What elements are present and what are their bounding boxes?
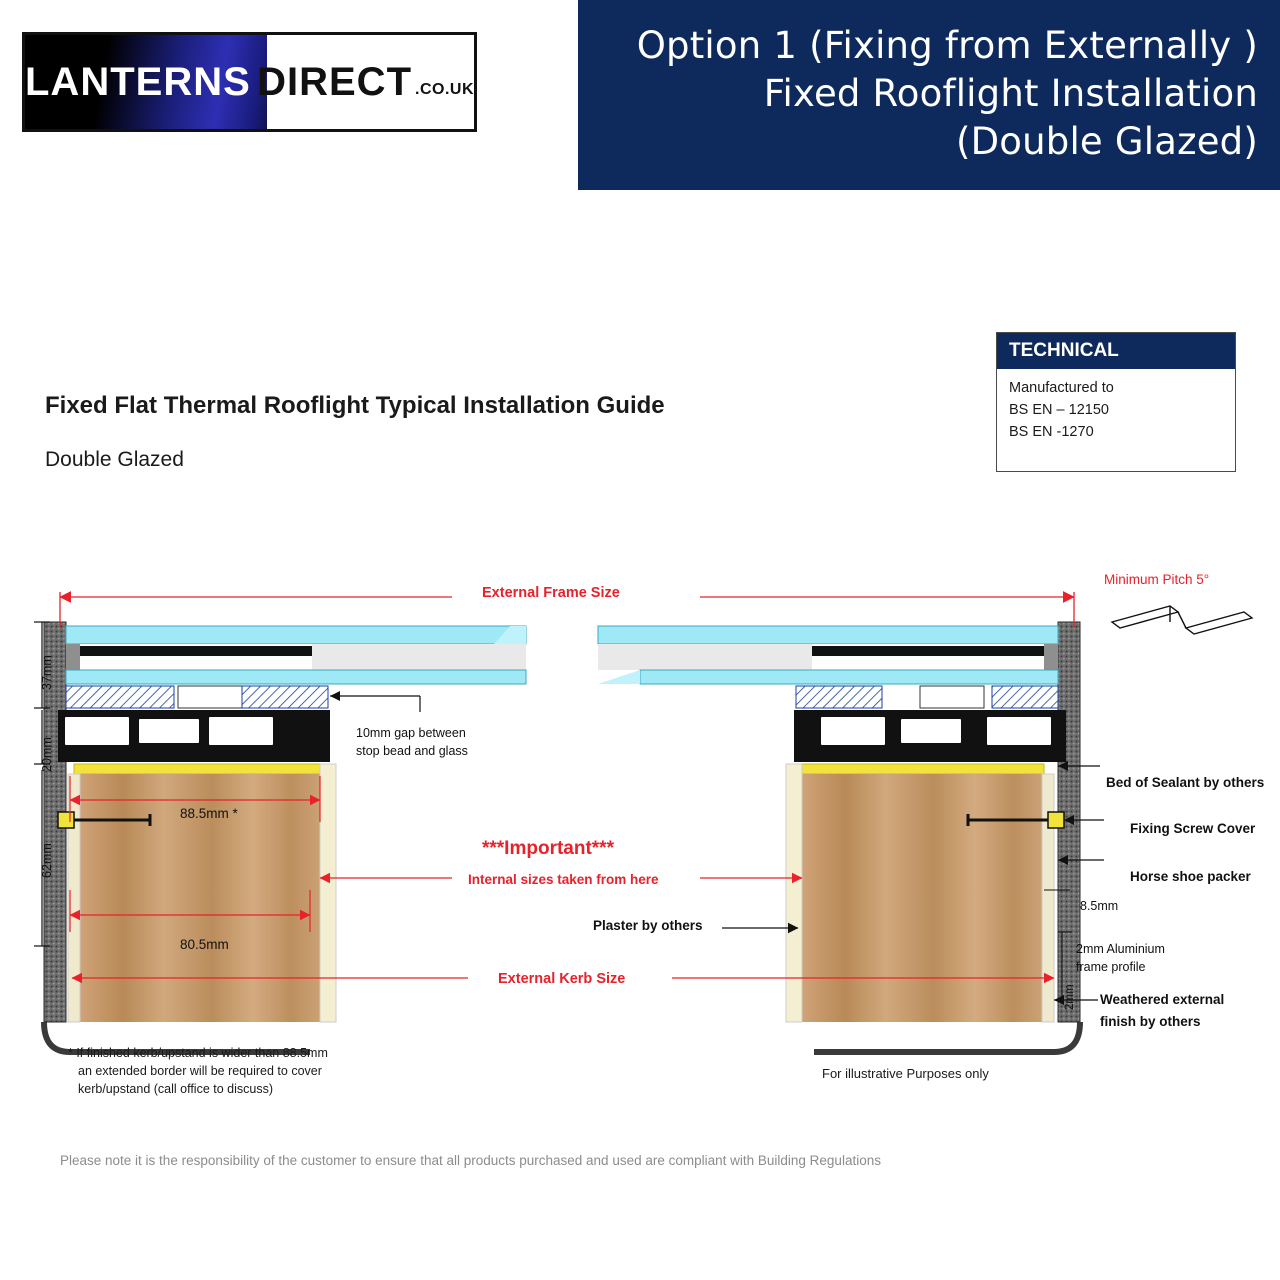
dimension-20mm: 20mm [40,737,54,772]
page-title: Fixed Flat Thermal Rooflight Typical Installation Guide [45,392,665,419]
label-fixing-screw-cover: Fixing Screw Cover [1130,821,1256,836]
logo-suffix: .CO.UK [415,81,474,98]
footnote-star-line-3: kerb/upstand (call office to discuss) [78,1082,274,1096]
dimension-37mm: 37mm [40,655,54,690]
label-bed-of-sealant: Bed of Sealant by others [1106,775,1265,790]
label-internal-sizes: Internal sizes taken from here [468,872,659,887]
label-plaster-by-others: Plaster by others [593,918,703,933]
note-10mm-gap-line2: stop bead and glass [356,744,468,758]
label-alu-profile-line2: frame profile [1076,960,1146,974]
header-banner [578,0,1280,190]
note-10mm-gap-line1: 10mm gap between [356,726,466,740]
technical-line-1: Manufactured to [1009,380,1114,396]
technical-box [996,332,1236,472]
footnote-building-regulations: Please note it is the responsibility of the customer to ensure that all products purchased and used are compliant with Building Regulations [60,1153,881,1168]
logo-wordmark [25,35,474,129]
brand-logo [22,32,477,132]
technical-line-2: BS EN – 12150 [1009,402,1109,418]
footnote-star [68,1044,328,1098]
dimension-2mm-side: 2mm [1064,984,1076,1010]
label-horse-shoe-packer: Horse shoe packer [1130,869,1251,884]
header-line-2: Fixed Rooflight Installation [763,72,1258,115]
label-external-frame-size: External Frame Size [482,585,620,601]
label-external-kerb-size: External Kerb Size [498,971,626,987]
page-subtitle: Double Glazed [45,448,184,471]
label-alu-profile-line1: 2mm Aluminium [1076,942,1165,956]
technical-line-3: BS EN -1270 [1009,424,1094,440]
label-weathered-line2: finish by others [1100,1014,1201,1029]
footnote-star-line-2: an extended border will be required to cover [78,1064,322,1078]
header-line-1: Option 1 (Fixing from Externally ) [636,24,1258,67]
dimension-8-5mm: 8.5mm [1080,899,1119,913]
dimension-62mm: 62mm [40,843,54,878]
technical-heading: TECHNICAL [997,333,1235,369]
label-weathered-line1: Weathered external [1100,992,1225,1007]
dimension-88-5mm: 88.5mm * [180,806,238,821]
logo-word-lanterns: LANTERNS [25,59,251,104]
dimension-80-5mm: 80.5mm [180,937,229,952]
label-minimum-pitch: Minimum Pitch 5° [1104,572,1210,587]
header-line-3: (Double Glazed) [955,120,1258,163]
logo-word-direct: DIRECT [257,59,412,104]
footnote-illustrative: For illustrative Purposes only [822,1066,989,1081]
label-important: ***Important*** [482,838,614,859]
footnote-star-line-1: * If finished kerb/upstand is wider than 88.5mm [68,1046,328,1060]
